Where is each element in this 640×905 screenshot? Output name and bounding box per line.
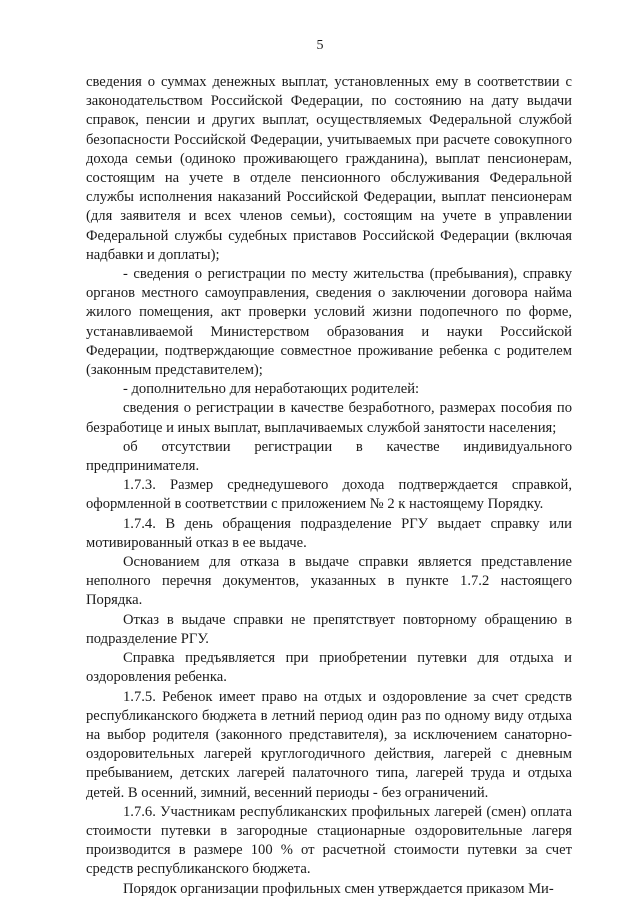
paragraph: - сведения о регистрации по месту жительства (пребывания), справку органов местного самоуправления, сведения о заключении договора найма жилого помещения, акт проверки условий жизни подопечного по форме, устанавливаемой Министерством образования и науки Российской Федерации, подтверждающие совместное проживание ребенка с родителем (законным представителем); [86,266,572,379]
paragraph: сведения о суммах денежных выплат, установленных ему в соответствии с законодательством Российской Федерации, по состоянию на дату выдачи справок, пенсии и других выплат, осуществляемых Федеральной службой безопасности Российской Федерации, учитываемых при расчете совокупного дохода семьи (одиноко проживающего гражданина), выплат пенсионерам, состоящим на учете в отделе пенсионного обслуживания Федеральной службы исполнения наказаний Российской Федерации, выплат пенсионерам (для заявителя и всех членов семьи), состоящим на учете в управлении Федеральной службы судебных приставов Российской Федерации (включая надбавки и доплаты); [86,74,572,263]
paragraph: Основанием для отказа в выдаче справки является представление неполного перечня документов, указанных в пункте 1.7.2 настоящего Порядка. [86,554,572,609]
paragraph: 1.7.3. Размер среднедушевого дохода подтверждается справкой, оформленной в соответствии с приложением № 2 к настоящему Порядку. [86,477,572,513]
page-number: 5 [316,38,324,53]
paragraph: Справка предъявляется при приобретении путевки для отдыха и оздоровления ребенка. [86,650,572,686]
paragraph: - дополнительно для неработающих родителей: [123,381,420,398]
paragraph: Порядок организации профильных смен утверждается приказом Ми- [123,880,554,897]
paragraph: Отказ в выдаче справки не препятствует повторному обращению в подразделение РГУ. [86,611,572,647]
paragraph: 1.7.6. Участникам республиканских профильных лагерей (смен) оплата стоимости путевки в загородные стационарные оздоровительные лагеря производится в размере 100 % от расчетной стоимости путевки за счет средств республиканского бюджета. [86,803,572,878]
paragraph: 1.7.4. В день обращения подразделение РГУ выдает справку или мотивированный отказ в ее выдаче. [86,515,572,551]
paragraph: об отсутствии регистрации в качестве индивидуального предпринимателя. [86,438,572,475]
document-body [86,73,572,899]
paragraph: сведения о регистрации в качестве безработного, размерах пособия по безработице и иных выплат, выплачиваемых службой занятости населения; [86,400,572,436]
paragraph: 1.7.5. Ребенок имеет право на отдых и оздоровление за счет средств республиканского бюджета в летний период один раз по одному виду отдыха на выбор родителя (законного представителя), за исключением санаторно-оздоровительных лагерей круглогодичного действия, лагерей с дневным пребыванием, детских лагерей палаточного типа, лагерей труда и отдыха детей. В осенний, зимний, весенний периоды - без ограничений. [86,688,572,801]
